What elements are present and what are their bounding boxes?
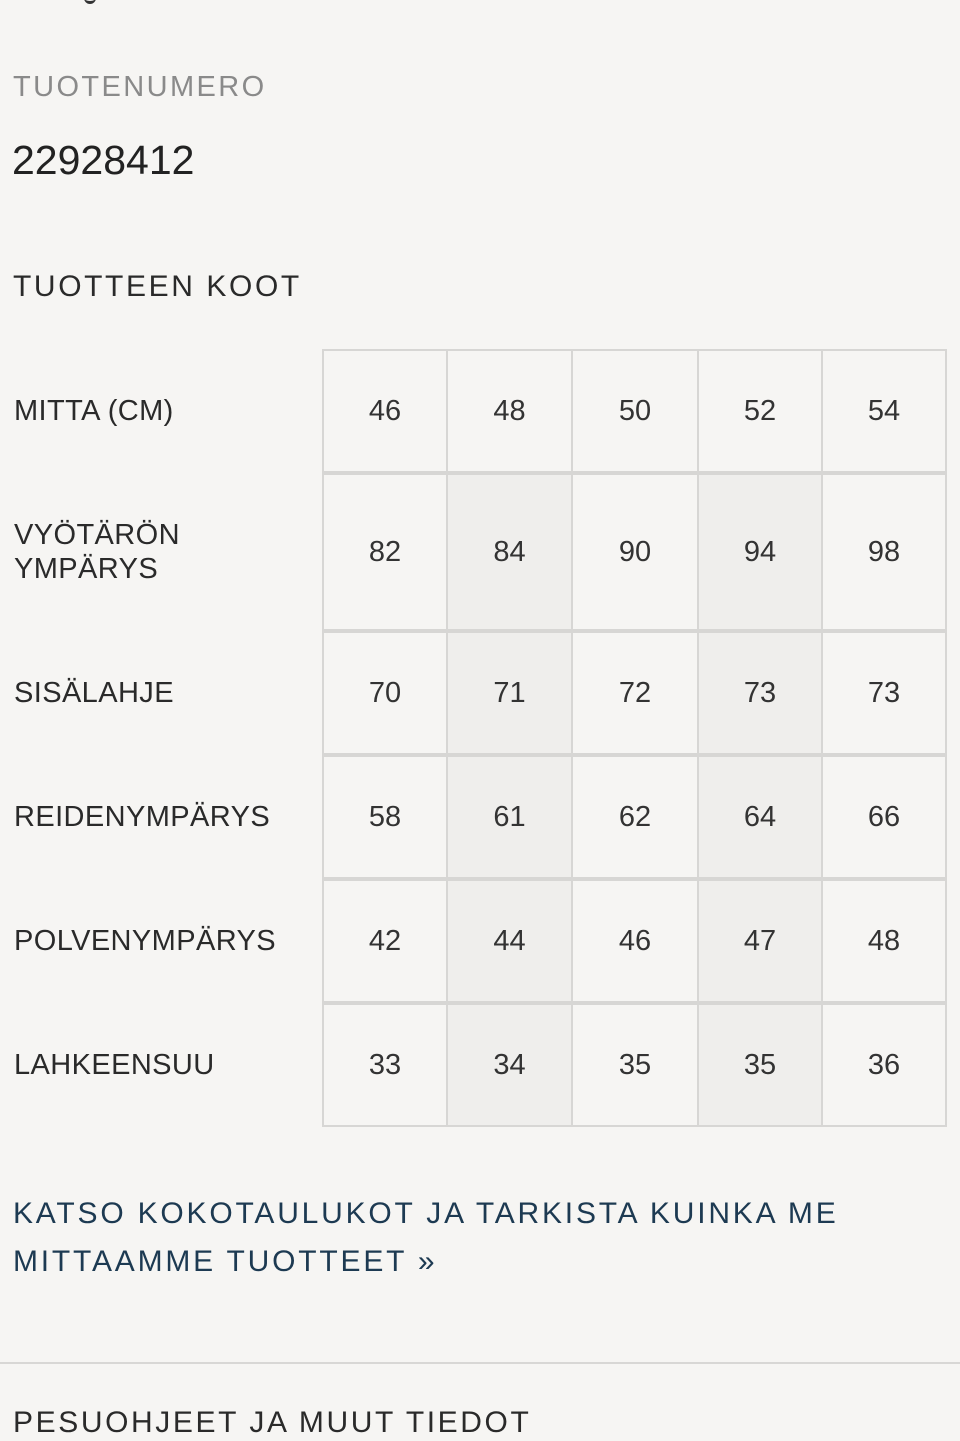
size-table-cell: 98: [821, 473, 947, 631]
size-table-cell: 73: [821, 631, 947, 755]
size-table-cell: 36: [821, 1003, 947, 1127]
size-table-cell: 84: [446, 473, 573, 631]
size-row-cells: [322, 1003, 945, 1127]
size-table-cell: 61: [446, 755, 573, 879]
size-table-cell: 64: [697, 755, 823, 879]
size-row-label: [0, 473, 322, 631]
size-table-cell: 71: [446, 631, 573, 755]
size-table-cell: 58: [322, 755, 448, 879]
size-row-label-text: MITTA (CM): [14, 395, 174, 427]
size-table-cell: 33: [322, 1003, 448, 1127]
size-row-label-text: POLVENYMPÄRYS: [14, 925, 276, 957]
size-row-label: [0, 755, 322, 879]
cropped-glyph: [84, 0, 96, 4]
size-table-cell: 90: [571, 473, 699, 631]
size-table-cell: 44: [446, 879, 573, 1003]
size-row-label: [0, 879, 322, 1003]
size-row-label-text: LAHKEENSUU: [14, 1049, 215, 1081]
size-table-cell: 52: [697, 349, 823, 473]
size-table-cell: 82: [322, 473, 448, 631]
size-table-cell: 48: [821, 879, 947, 1003]
size-row-cells: [322, 631, 945, 755]
size-row-label-text: VYÖTÄRÖN YMPÄRYS: [14, 519, 180, 585]
size-table-cell: 46: [322, 349, 448, 473]
size-table-cell: 50: [571, 349, 699, 473]
size-table-cell: 66: [821, 755, 947, 879]
size-row-cells: [322, 473, 945, 631]
size-table: [0, 349, 960, 1127]
size-table-row: [0, 879, 960, 1003]
size-row-cells: [322, 349, 945, 473]
size-table-row: [0, 349, 960, 473]
size-row-cells: [322, 755, 945, 879]
size-table-row: [0, 473, 960, 631]
product-number-label: TUOTENUMERO: [13, 71, 267, 103]
size-table-cell: 34: [446, 1003, 573, 1127]
size-table-cell: 62: [571, 755, 699, 879]
size-row-label: [0, 349, 322, 473]
size-table-cell: 46: [571, 879, 699, 1003]
size-table-cell: 70: [322, 631, 448, 755]
size-row-label: [0, 1003, 322, 1127]
size-row-label-text: REIDENYMPÄRYS: [14, 801, 271, 833]
size-row-label-text: SISÄLAHJE: [14, 677, 174, 709]
care-instructions-heading[interactable]: PESUOHJEET JA MUUT TIEDOT: [13, 1406, 532, 1439]
size-table-cell: 72: [571, 631, 699, 755]
size-table-row: [0, 755, 960, 879]
size-table-cell: 35: [697, 1003, 823, 1127]
size-table-cell: 48: [446, 349, 573, 473]
size-table-row: [0, 631, 960, 755]
size-guide-link[interactable]: KATSO KOKOTAULUKOT JA TARKISTA KUINKA ME MITTAAMME TUOTTEET »: [13, 1197, 839, 1278]
size-row-label: [0, 631, 322, 755]
size-table-cell: 73: [697, 631, 823, 755]
size-table-cell: 94: [697, 473, 823, 631]
size-table-cell: 54: [821, 349, 947, 473]
size-row-cells: [322, 879, 945, 1003]
product-number-value: 22928412: [12, 137, 195, 183]
sizes-heading: TUOTTEEN KOOT: [13, 270, 302, 303]
size-table-cell: 47: [697, 879, 823, 1003]
size-table-cell: 42: [322, 879, 448, 1003]
size-table-row: [0, 1003, 960, 1127]
cropped-text-fragment: [14, 0, 104, 4]
size-table-cell: 35: [571, 1003, 699, 1127]
section-divider: [0, 1362, 960, 1364]
